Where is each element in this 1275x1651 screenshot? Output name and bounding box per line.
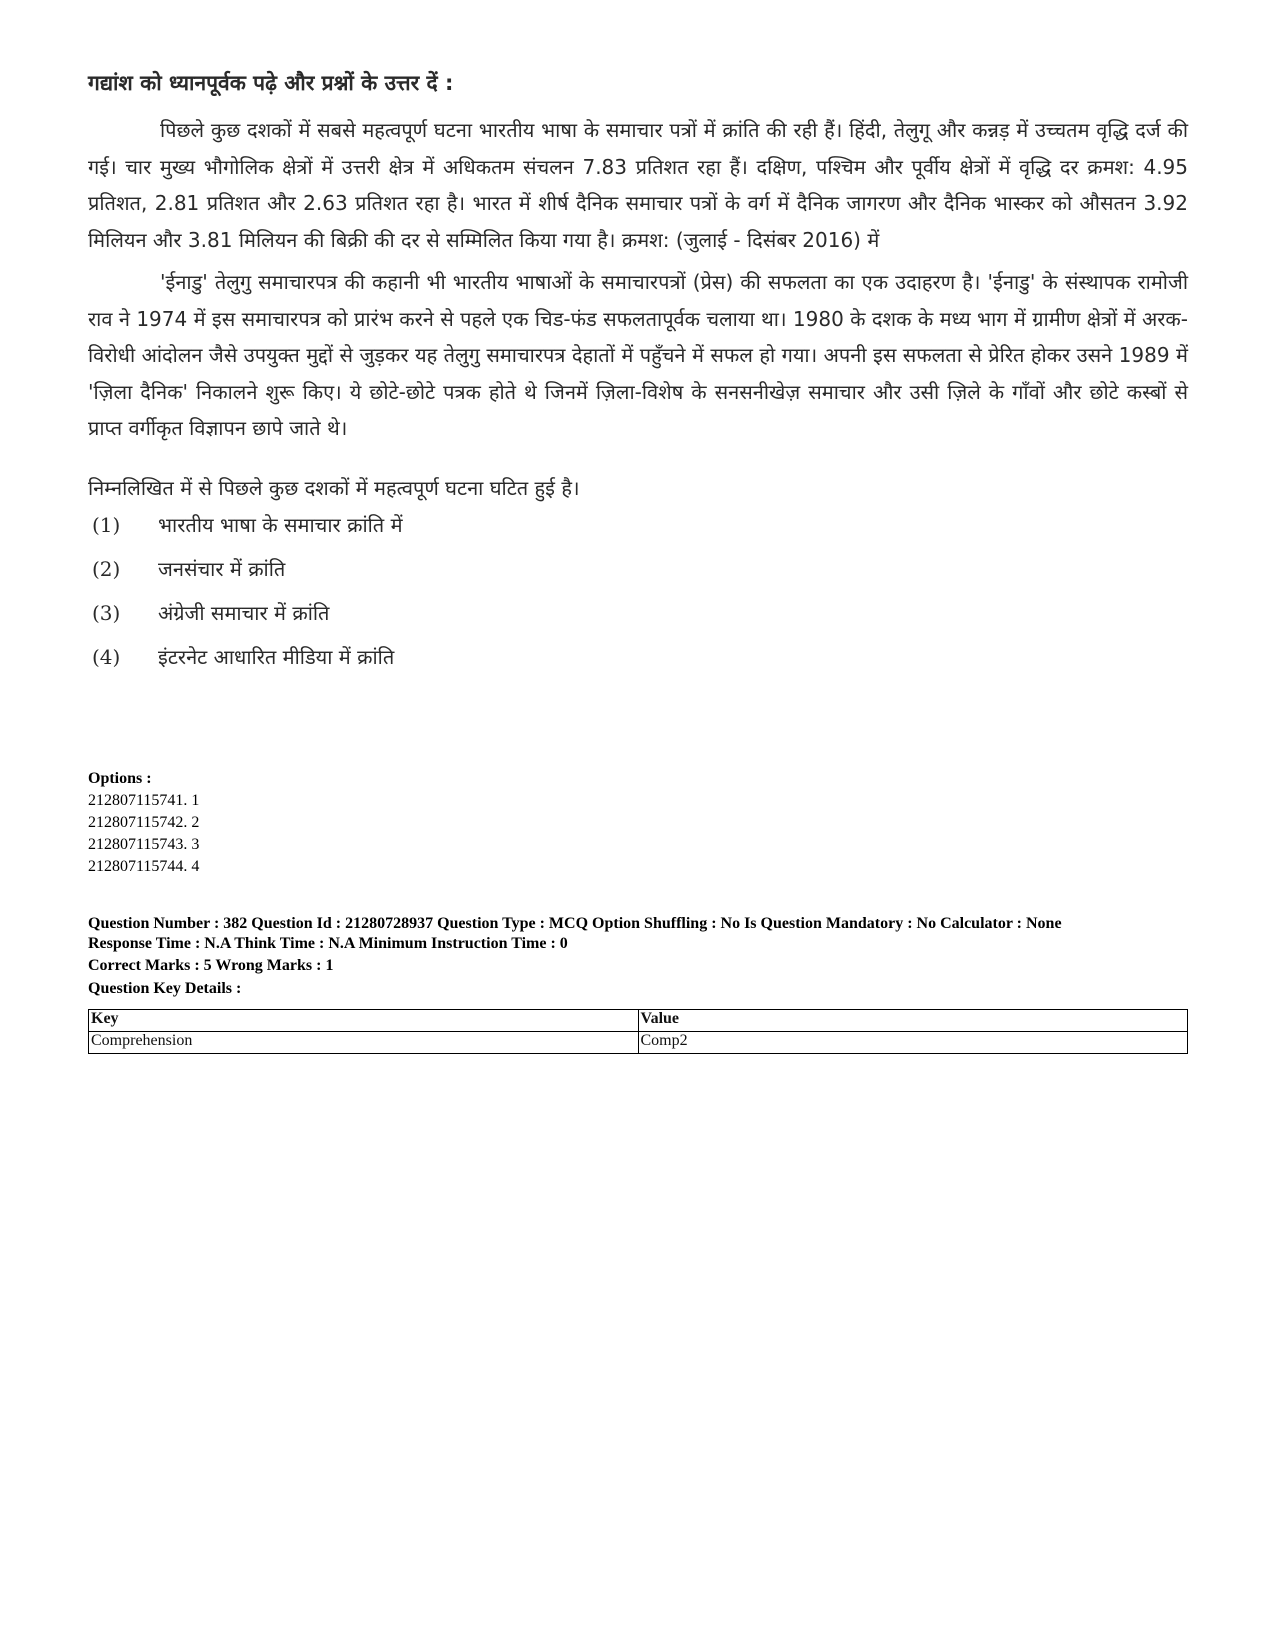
choice-list bbox=[88, 503, 1188, 679]
choice-text: इंटरनेट आधारित मीडिया में क्रांति bbox=[158, 644, 395, 669]
choice-text: भारतीय भाषा के समाचार क्रांति में bbox=[158, 512, 403, 537]
question-info bbox=[88, 914, 1188, 998]
choice-item-2 bbox=[88, 547, 1188, 591]
choice-item-3 bbox=[88, 591, 1188, 635]
passage-paragraph-2: 'ईनाडु' तेलुगु समाचारपत्र की कहानी भी भारतीय भाषाओं के समाचारपत्रों (प्रेस) की सफलता का एक उदाहरण है। 'ईनाडु' के संस्थापक रामोजी राव ने 1974 में इस समाचारपत्र को प्रारंभ करने से पहले एक चिड-फंड सफलतापूर्वक चलाया था। 1980 के दशक के मध्य भाग में ग्रामीण क्षेत्रों में अरक-विरोधी आंदोलन जैसे उपयुक्त मुद्दों से जुड़कर यह तेलुगु समाचारपत्र देहातों में पहुँचने में सफल हो गया। अपनी इस सफलता से प्रेरित होकर उसने 1989 में 'ज़िला दैनिक' निकालने शुरू किए। ये छोटे-छोटे पत्रक होते थे जिनमें ज़िला-विशेष के सनसनीखेज़ समाचार और उसी ज़िले के गाँवों और छोटे कस्बों से प्राप्त वर्गीकृत विज्ञापन छापे जाते थे। bbox=[88, 270, 1188, 440]
choice-text: जनसंचार में क्रांति bbox=[158, 556, 286, 581]
table-row bbox=[89, 1032, 1188, 1054]
passage-paragraph-1: पिछले कुछ दशकों में सबसे महत्वपूर्ण घटना भारतीय भाषा के समाचार पत्रों में क्रांति की रही हैं। हिंदी, तेलुगू और कन्नड़ में उच्चतम वृद्धि दर्ज की गई। चार मुख्य भौगोलिक क्षेत्रों में उत्तरी क्षेत्र में अधिकतम संचलन 7.83 प्रतिशत रहा हैं। दक्षिण, पश्चिम और पूर्वीय क्षेत्रों में वृद्धि दर क्रमश: 4.95 प्रतिशत, 2.81 प्रतिशत और 2.63 प्रतिशत रहा है। भारत में शीर्ष दैनिक समाचार पत्रों के वर्ग में दैनिक जागरण और दैनिक भास्कर को औसतन 3.92 मिलियन और 3.81 मिलियन की बिक्री की दर से सम्मिलित किया गया है। क्रमश: (जुलाई - दिसंबर 2016) में bbox=[88, 118, 1188, 252]
choice-number: (3) bbox=[92, 600, 121, 625]
table-header-row bbox=[89, 1010, 1188, 1032]
choice-number: (1) bbox=[92, 512, 121, 537]
key-details-label: Question Key Details : bbox=[88, 979, 242, 997]
table-header-key: Key bbox=[89, 1010, 639, 1032]
question-info-line-1: Question Number : 382 Question Id : 21280728937 Question Type : MCQ Option Shuffling : No Is Question Mandatory : No Calculator : None bbox=[88, 915, 1062, 932]
question-info-line-2: Response Time : N.A Think Time : N.A Minimum Instruction Time : 0 bbox=[88, 934, 568, 952]
option-item: 212807115741. 1 bbox=[88, 792, 200, 809]
choice-item-4 bbox=[88, 635, 1188, 679]
question-text: निम्नलिखित में से पिछले कुछ दशकों में महत्वपूर्ण घटना घटित हुई है। bbox=[88, 475, 580, 500]
choice-item-1 bbox=[88, 503, 1188, 547]
marks-line: Correct Marks : 5 Wrong Marks : 1 bbox=[88, 957, 334, 974]
passage-section bbox=[88, 60, 1188, 679]
options-section bbox=[88, 768, 1188, 878]
choice-text: अंग्रेजी समाचार में क्रांति bbox=[158, 600, 330, 625]
table-cell-key: Comprehension bbox=[89, 1032, 639, 1054]
option-item: 212807115744. 4 bbox=[88, 858, 200, 875]
option-item: 212807115742. 2 bbox=[88, 814, 200, 831]
option-item: 212807115743. 3 bbox=[88, 836, 200, 853]
options-label: Options : bbox=[88, 770, 152, 787]
table-cell-value: Comp2 bbox=[638, 1032, 1188, 1054]
choice-number: (2) bbox=[92, 556, 121, 581]
table-header-value: Value bbox=[638, 1010, 1188, 1032]
key-details-table bbox=[88, 1009, 1188, 1054]
passage-heading: गद्यांश को ध्यानपूर्वक पढ़े और प्रश्नों के उत्तर दें : bbox=[88, 71, 454, 95]
choice-number: (4) bbox=[92, 644, 121, 669]
